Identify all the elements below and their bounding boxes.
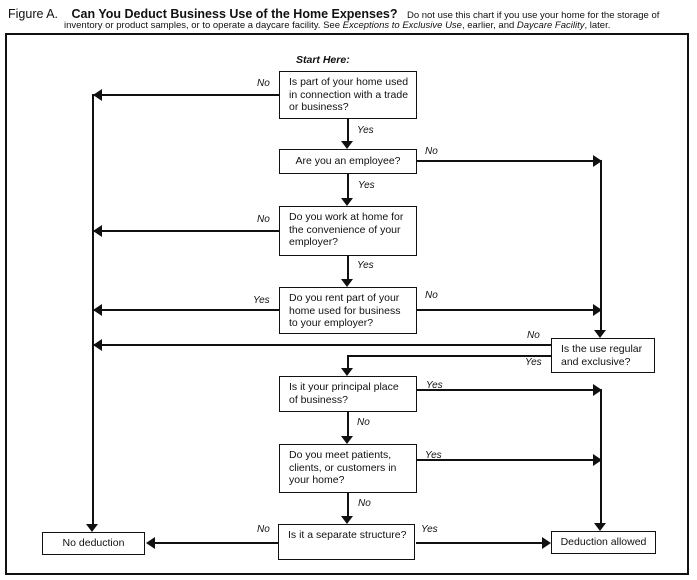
edge-label-q8-yes: Yes [421, 524, 438, 535]
note-part1: inventory or product samples, or to operate a daycare facility. See [64, 20, 343, 31]
connector-q4-no [417, 309, 594, 311]
node-result-no-deduction: No deduction [42, 532, 145, 555]
edge-label-q7-no: No [358, 498, 371, 509]
arrowhead-q4-yes [93, 304, 102, 316]
connector-q2-no [417, 160, 594, 162]
node-q5-regular-and-exclusive: Is the use regular and exclusive? [551, 338, 655, 373]
arrowhead-q8-yes [542, 537, 551, 549]
note-part2: , earlier, and [461, 20, 517, 31]
arrowhead-q3-yes [341, 279, 353, 287]
figure-label: Figure A. [8, 7, 59, 21]
connector-q4-yes [94, 309, 279, 311]
arrowhead-into-no-deduction [86, 524, 98, 532]
node-q2-employee: Are you an employee? [279, 149, 417, 174]
arrowhead-q5-no [93, 339, 102, 351]
edge-label-q1-no: No [257, 78, 270, 89]
connector-q7-yes [417, 459, 594, 461]
connector-q5-yes-vertical [347, 355, 349, 369]
node-q3-convenience-of-employer: Do you work at home for the convenience of your employer? [279, 206, 417, 256]
arrowhead-q3-no [93, 225, 102, 237]
figure-note-line1: Do not use this chart if you use your home for the storage of [406, 10, 660, 21]
arrowhead-q6-no [341, 436, 353, 444]
edge-label-q5-yes: Yes [525, 357, 542, 368]
connector-q1-yes [347, 119, 349, 142]
connector-q5-no [94, 344, 551, 346]
edge-label-q3-yes: Yes [357, 260, 374, 271]
edge-label-q7-yes: Yes [425, 450, 442, 461]
right-collector-a-line [600, 160, 602, 332]
connector-q8-yes [416, 542, 543, 544]
arrowhead-into-q5 [594, 330, 606, 338]
note-part3: , later. [584, 20, 611, 31]
note-italic-daycare: Daycare Facility [516, 20, 585, 31]
connector-q2-yes [347, 174, 349, 199]
arrowhead-into-deduction-allowed [594, 523, 606, 531]
edge-label-q3-no: No [257, 214, 270, 225]
node-result-deduction-allowed: Deduction allowed [551, 531, 656, 554]
node-q4-rent-to-employer: Do you rent part of your home used for business to your employer? [279, 287, 417, 334]
arrowhead-q8-no [146, 537, 155, 549]
node-q8-separate-structure: Is it a separate structure? [278, 524, 415, 560]
arrowhead-q5-yes [341, 368, 353, 376]
edge-label-q1-yes: Yes [357, 125, 374, 136]
figure-note-line2 [64, 20, 610, 31]
node-q6-principal-place: Is it your principal place of business? [279, 376, 417, 412]
arrowhead-q1-no [93, 89, 102, 101]
edge-label-q8-no: No [257, 524, 270, 535]
node-q7-meet-patients: Do you meet patients, clients, or customers in your home? [279, 444, 417, 493]
connector-q8-no [148, 542, 279, 544]
connector-q5-yes-horizontal [348, 355, 551, 357]
edge-label-q6-no: No [357, 417, 370, 428]
connector-q6-no [347, 412, 349, 437]
right-collector-b-line [600, 389, 602, 524]
edge-label-q4-yes: Yes [253, 295, 270, 306]
connector-q7-no [347, 493, 349, 517]
edge-label-q2-yes: Yes [358, 180, 375, 191]
node-q1-trade-or-business: Is part of your home used in connection with a trade or business? [279, 71, 417, 119]
start-here-label: Start Here: [296, 54, 350, 66]
edge-label-q2-no: No [425, 146, 438, 157]
arrowhead-q2-yes [341, 198, 353, 206]
figure-title: Can You Deduct Business Use of the Home Expenses? [71, 7, 398, 21]
connector-q3-yes [347, 256, 349, 280]
connector-q3-no [94, 230, 279, 232]
edge-label-q5-no: No [527, 330, 540, 341]
connector-q6-yes [417, 389, 594, 391]
edge-label-q6-yes: Yes [426, 380, 443, 391]
edge-label-q4-no: No [425, 290, 438, 301]
arrowhead-q1-yes [341, 141, 353, 149]
note-italic-exceptions: Exceptions to Exclusive Use [342, 20, 462, 31]
connector-q1-no [94, 94, 279, 96]
arrowhead-q7-no [341, 516, 353, 524]
